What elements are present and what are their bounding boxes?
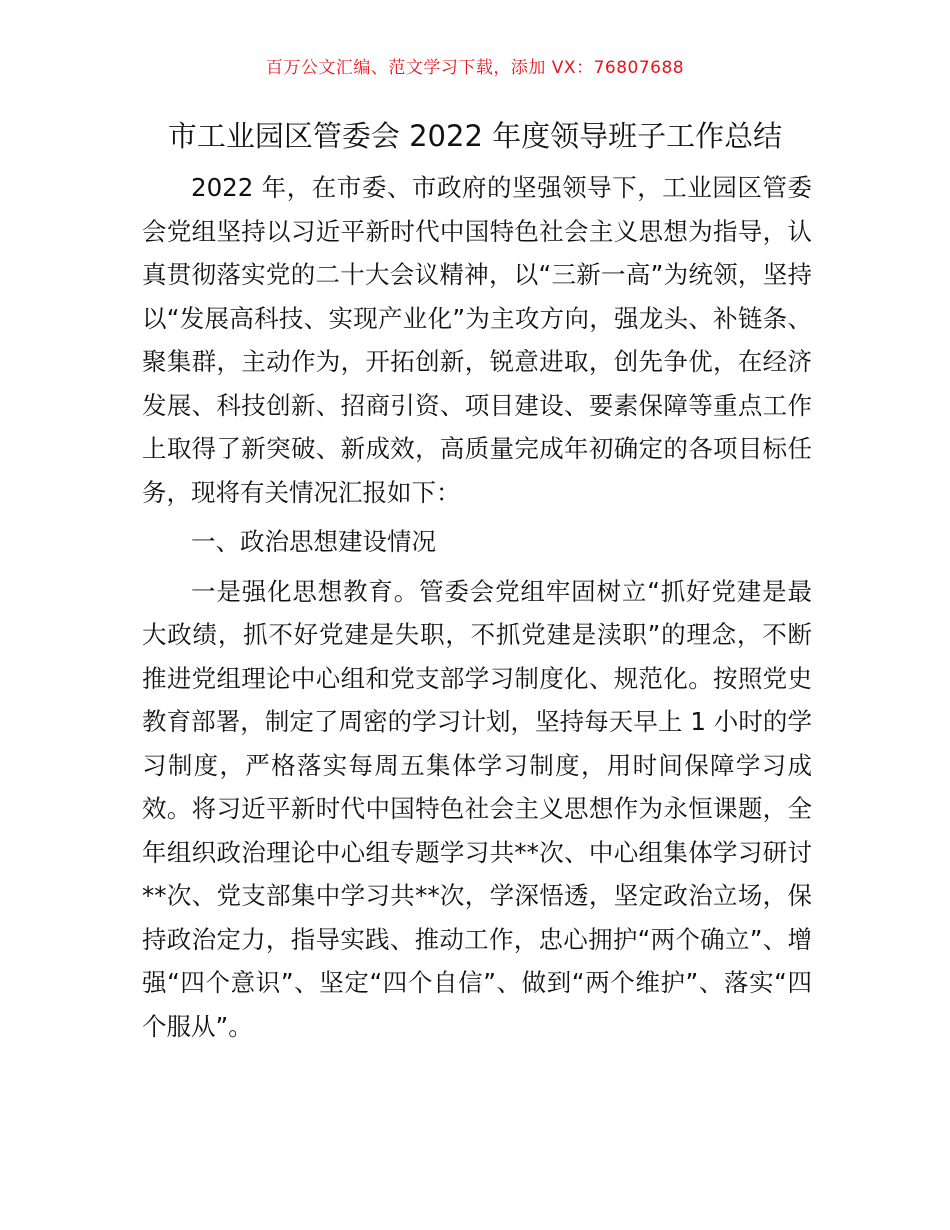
intro-paragraph: 2022 年，在市委、市政府的坚强领导下，工业园区管委会党组坚持以习近平新时代中国特色社会主义思想为指导，认真贯彻落实党的二十大会议精神，以“三新一高”为统领，坚持以“发展高科技、实现产业化”为主攻方向，强龙头、补链条、聚集群，主动作为，开拓创新，锐意进取，创先争优，在经济发展、科技创新、招商引资、项目建设、要素保障等重点工作上取得了新突破、新成效，高质量完成年初确定的各项目标任务，现将有关情况汇报如下： — [142, 173, 812, 507]
document-title: 市工业园区管委会 2022 年度领导班子工作总结 — [167, 119, 783, 153]
document-body — [142, 166, 812, 1048]
section-heading: 一、政治思想建设情况 — [191, 527, 436, 556]
watermark-header: 百万公文汇编、范文学习下载，添加 VX：76807688 — [265, 58, 685, 78]
section-paragraph: 一是强化思想教育。管委会党组牢固树立“抓好党建是最大政绩，抓不好党建是失职，不抓党建是渎职”的理念，不断推进党组理论中心组和党支部学习制度化、规范化。按照党史教育部署，制定了周密的学习计划，坚持每天早上 1 小时的学习制度，严格落实每周五集体学习制度，用时间保障学习成效。将习近平新时代中国特色社会主义思想作为永恒课题，全年组织政治理论中心组专题学习共**次、中心组集体学习研讨**次、党支部集中学习共**次，学深悟透，坚定政治立场，保持政治定力，指导实践、推动工作，忠心拥护“两个确立”、增强“四个意识”、坚定“四个自信”、做到“两个维护”、落实“四个服从”。 — [142, 576, 812, 1041]
